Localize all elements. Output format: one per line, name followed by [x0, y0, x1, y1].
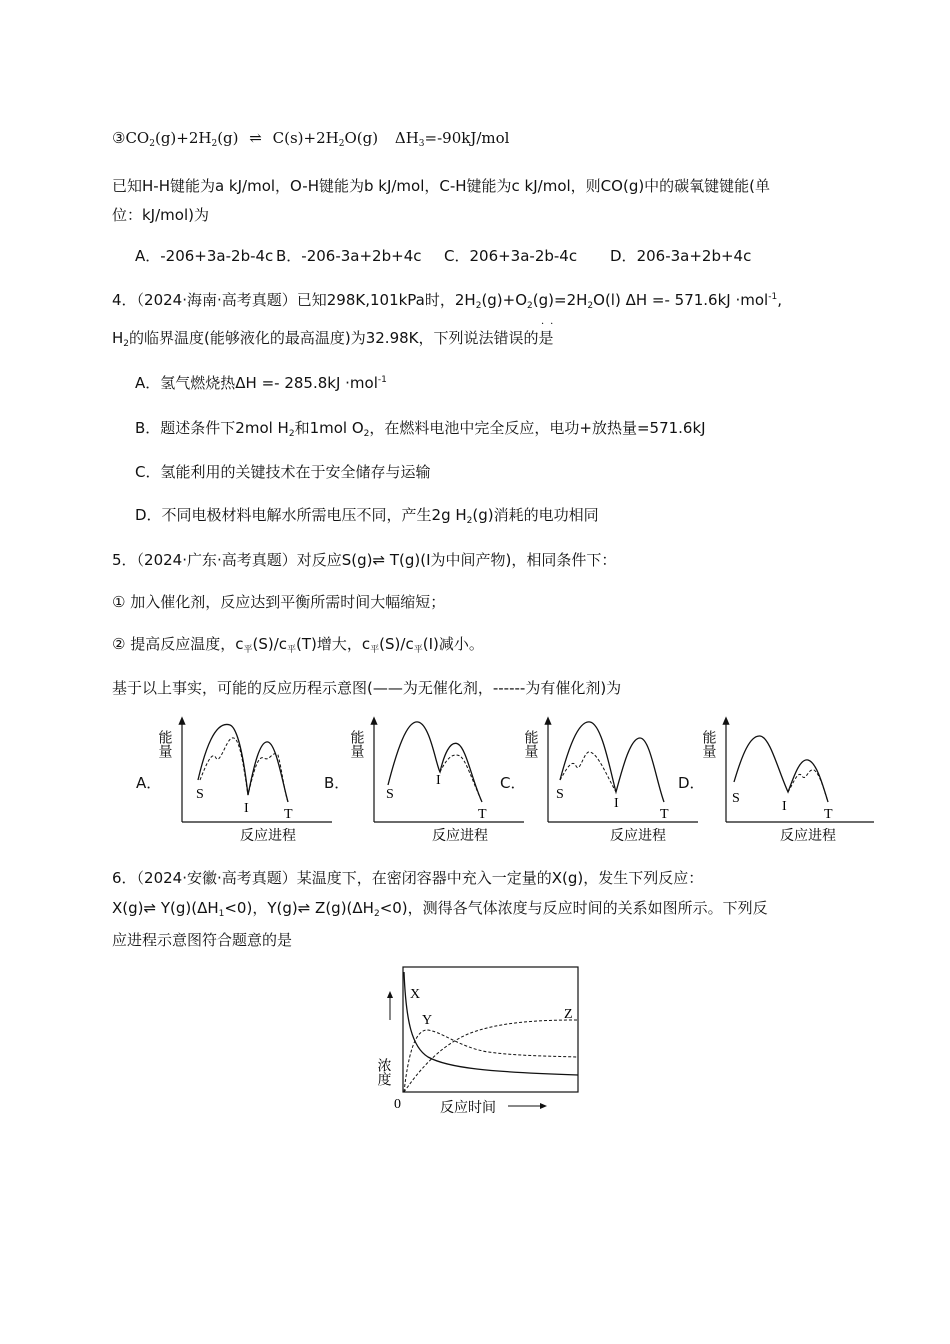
- label-i: I: [244, 801, 249, 816]
- label-s: S: [732, 791, 740, 806]
- q3-bond-line2: 位：kJ/mol)为: [112, 206, 209, 224]
- label-y: Y: [422, 1013, 433, 1028]
- label-t: T: [284, 807, 293, 822]
- emphasis-wrong: 错误: [493, 329, 524, 347]
- label-t: T: [660, 807, 669, 822]
- label-i: I: [782, 799, 787, 814]
- ylabel: 能量: [348, 730, 364, 758]
- q5-fact1: ① 加入催化剂，反应达到平衡所需时间大幅缩短；: [112, 593, 446, 611]
- label-s: S: [556, 787, 564, 802]
- xlabel: 反应进程: [780, 829, 836, 844]
- q5-option-a[interactable]: A．: [136, 774, 162, 792]
- q3-option-b[interactable]: B．-206-3a+2b+4c: [276, 247, 422, 265]
- label-i: I: [614, 796, 619, 811]
- q5-fact2: ② 提高反应温度，$c_平(S)/c_平(T)$增大，$c_平(S)/c_平(I)$减小。: [112, 635, 484, 655]
- label-s: S: [196, 787, 204, 802]
- label-s: S: [386, 787, 394, 802]
- q4-stem-line1: 4．（2024·海南·高考真题）已知298K,101kPa时，$2H_2(g)+O_2(g)=2H_2O(l) \Delta H =- 571.6kJ \cdot mol^{-1}$,: [112, 291, 782, 311]
- ylabel: 能量: [156, 730, 172, 758]
- q4-option-a[interactable]: A．氢气燃烧热ΔH =- 285.8kJ ·mol$^{-1}$: [135, 374, 387, 392]
- q6-stem-line2: X(g)⇌ $Y(g)(\Delta H_1<0)$，Y(g)⇌ $Z(g)(\Delta H_2<0)$，测得各气体浓度与反应时间的关系如图所示。下列反: [112, 899, 768, 919]
- q5-diagram-c: [522, 710, 706, 850]
- q5-option-b[interactable]: B．: [324, 774, 350, 792]
- catalyst-curve: [200, 738, 288, 802]
- ylabel: 能量: [522, 730, 538, 758]
- label-x: X: [410, 987, 421, 1002]
- label-i: I: [436, 773, 441, 788]
- q5-diagram-a: [156, 710, 340, 850]
- q3-option-d[interactable]: D．206-3a+2b+4c: [610, 247, 752, 265]
- q5-stem: 5．（2024·广东·高考真题）对反应S(g)⇌ T(g)(I为中间产物)，相同条件下：: [112, 551, 617, 569]
- label-z: Z: [564, 1007, 573, 1022]
- graph-frame: [403, 967, 578, 1092]
- xlabel: 反应进程: [240, 829, 296, 844]
- label-t: T: [478, 807, 487, 822]
- q6-concentration-graph: [375, 962, 588, 1122]
- label-t: T: [824, 807, 833, 822]
- q6-stem-line3: 应进程示意图符合题意的是: [112, 931, 293, 949]
- q3-reaction3: $③CO_2(g)+2H_2(g)$ ⇌ $C(s)+2H_2O(g)$ $\Delta H_3=-90kJ$/mol: [112, 129, 510, 149]
- q5-diagram-b: [348, 710, 532, 850]
- emphasis-dots: ··: [541, 319, 560, 330]
- no-catalyst-curve: [198, 724, 288, 802]
- q4-option-b[interactable]: B．题述条件下2mol $H_2$和1mol $O_2$，在燃料电池中完全反应，电功+放热量=571.6kJ: [135, 419, 706, 439]
- q5-option-d[interactable]: D．: [678, 774, 705, 792]
- ylabel: 浓度: [375, 1058, 391, 1086]
- q5-diagram-d: [702, 710, 882, 850]
- xlabel: 反应时间: [440, 1101, 496, 1116]
- curve-y: [404, 1030, 578, 1092]
- xlabel: 反应进程: [610, 829, 666, 844]
- xlabel: 反应进程: [432, 829, 488, 844]
- q3-bond-line1: 已知H-H键能为a kJ/mol，O-H键能为b kJ/mol，C-H键能为c kJ/mol，则CO(g)中的碳氧键键能(单: [112, 177, 771, 195]
- q5-basis: 基于以上事实，可能的反应历程示意图(——为无催化剂，------为有催化剂)为: [112, 679, 622, 697]
- q6-stem-line1: 6．（2024·安徽·高考真题）某温度下，在密闭容器中充入一定量的X(g)，发生下列反应：: [112, 869, 704, 887]
- q4-option-c[interactable]: C．氢能利用的关键技术在于安全储存与运输: [135, 463, 431, 481]
- origin-label: 0: [394, 1097, 401, 1112]
- ylabel: 能量: [700, 730, 716, 758]
- q4-option-d[interactable]: D．不同电极材料电解水所需电压不同，产生2g $H_2(g)$消耗的电功相同: [135, 506, 599, 526]
- q4-stem-line2: $H_2$的临界温度(能够液化的最高温度)为32.98K，下列说法错误的是: [112, 329, 554, 349]
- q5-option-c[interactable]: C．: [500, 774, 526, 792]
- q3-option-c[interactable]: C．206+3a-2b-4c: [444, 247, 578, 265]
- q3-option-a[interactable]: A．-206+3a-2b-4c: [135, 247, 274, 265]
